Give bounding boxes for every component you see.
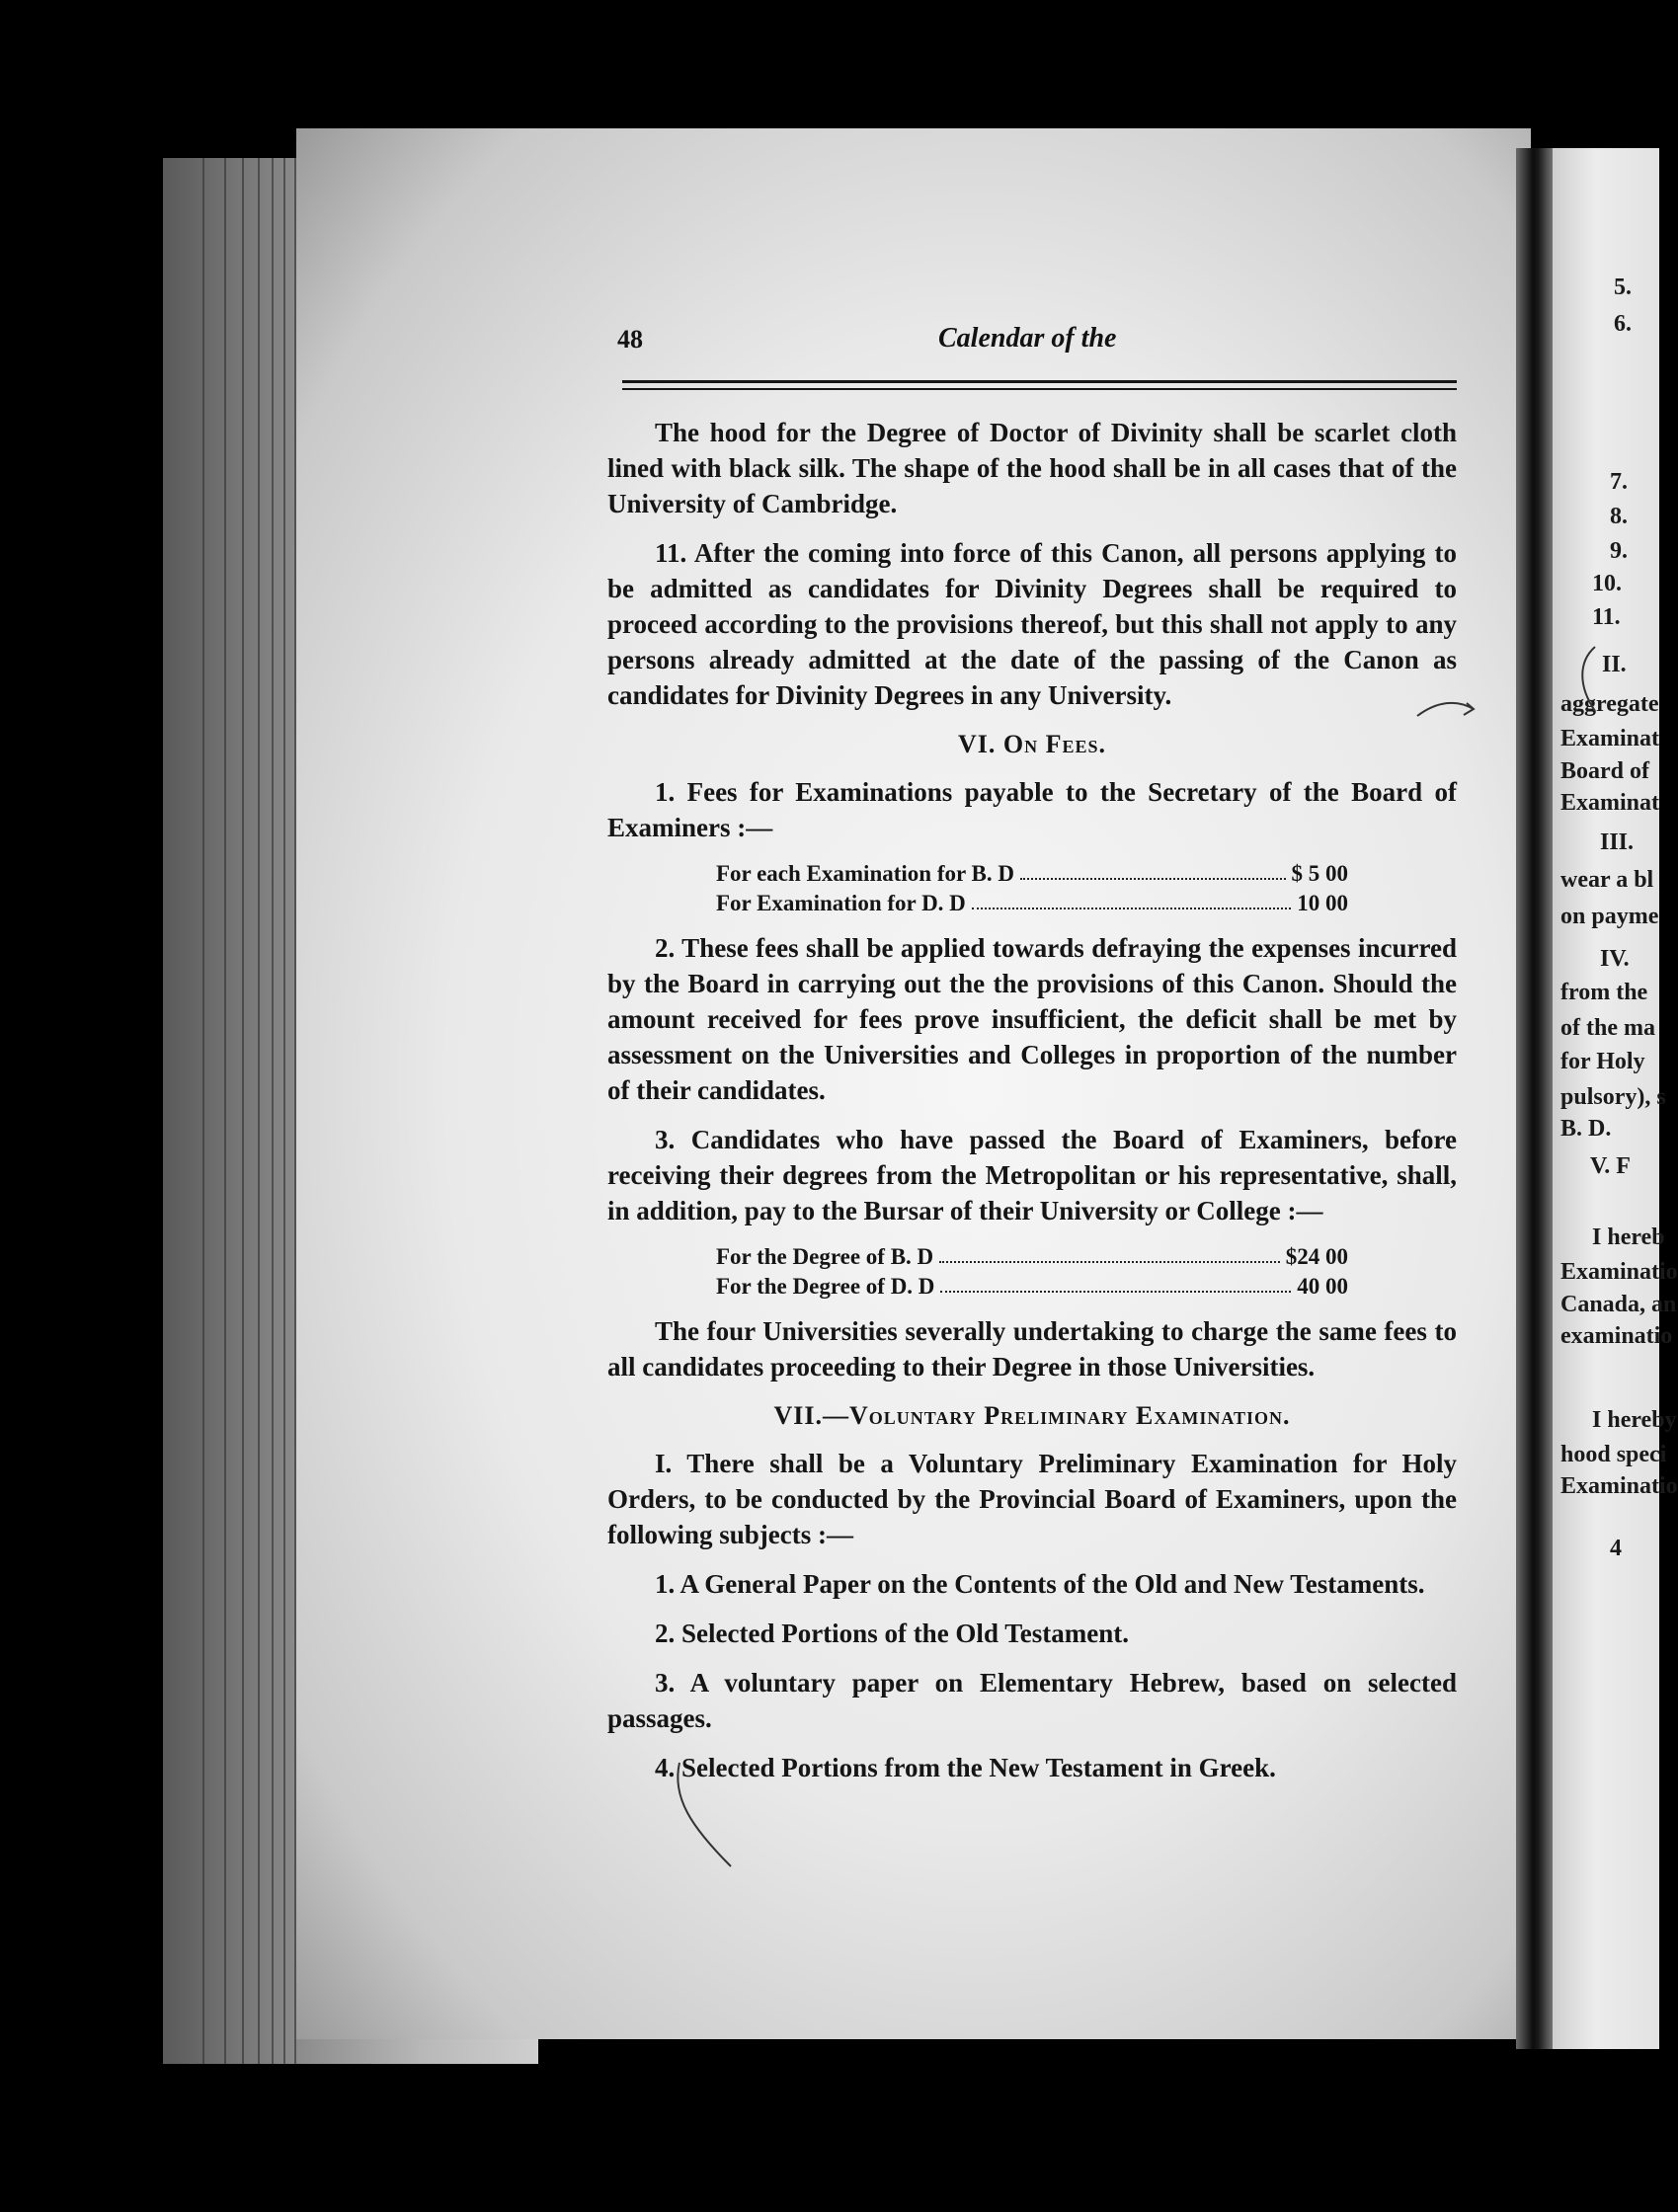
right-page-line: Examinat — [1560, 790, 1660, 816]
fee-label: For Examination for D. D — [716, 891, 966, 915]
right-page-line: 6. — [1614, 311, 1632, 337]
page-header — [617, 321, 1457, 370]
right-page-line: 7. — [1610, 469, 1628, 495]
right-page-line: hood speci — [1560, 1442, 1667, 1467]
right-page-line: for Holy — [1560, 1049, 1645, 1074]
fees-paragraph-1: 1. Fees for Examinations payable to the Secretary of the Board of Examiners :— — [607, 777, 1457, 842]
paragraph-11: 11. After the coming into force of this Canon, all persons applying to be admitted as candidates for Divinity Degrees shall be required to proceed according to the provisions thereof, but this shall not apply to any persons already admitted at the date of the passing of the Canon as candidates for Divinity Degrees in any University. — [607, 538, 1457, 710]
book-gutter — [1516, 148, 1554, 2049]
fee-row — [716, 889, 1348, 918]
subject-list-item: 4. Selected Portions from the New Testament in Greek. — [655, 1753, 1276, 1782]
header-rule-top — [622, 380, 1457, 383]
subject-list-item: 3. A voluntary paper on Elementary Hebrew, based on selected passages. — [607, 1668, 1457, 1733]
fees-paragraph-4: The four Universities severally undertaking to charge the same fees to all candidates proceeding to their Degree in those Universities. — [607, 1316, 1457, 1382]
right-page-line: V. F — [1590, 1153, 1631, 1179]
fee-amount: $ 5 00 — [1291, 861, 1348, 886]
right-page-line: B. D. — [1560, 1116, 1612, 1142]
running-title: Calendar of the — [938, 323, 1117, 354]
right-page-line: 5. — [1614, 275, 1632, 300]
right-page-line: examinatio — [1560, 1323, 1673, 1349]
fees-paragraph-2: 2. These fees shall be applied towards defraying the expenses incurred by the Board in carrying out the the provisions of this Canon. Should the amount received for fees prove insufficient, the deficit shall be met by assessment on the Universities and Colleges in proportion of the number of their candidates. — [607, 933, 1457, 1105]
right-page-line: Examinatio — [1560, 1473, 1678, 1499]
right-page-line: Examinat — [1560, 726, 1660, 751]
paragraph-hood: The hood for the Degree of Doctor of Divinity shall be scarlet cloth lined with black silk. The shape of the hood shall be in all cases that of the University of Cambridge. — [607, 418, 1457, 518]
fee-label: For the Degree of B. D — [716, 1244, 934, 1269]
degree-fee-table — [716, 1242, 1348, 1302]
exam-fee-table — [716, 859, 1348, 918]
right-page-line: of the ma — [1560, 1015, 1655, 1041]
right-page-line: Examinatio — [1560, 1259, 1678, 1285]
pencil-bracket — [1570, 642, 1610, 721]
pencil-mark — [1412, 691, 1481, 741]
section-heading-preliminary: VII.—Voluntary Preliminary Examination. — [773, 1401, 1291, 1430]
right-page-line: 10. — [1592, 571, 1622, 596]
right-page-line: on payme — [1560, 904, 1659, 929]
page-body — [607, 415, 1457, 1799]
right-page-line: IV. — [1600, 946, 1630, 972]
fee-row — [716, 1242, 1348, 1272]
fee-amount: $24 00 — [1285, 1244, 1348, 1269]
right-page-line: III. — [1600, 830, 1635, 855]
header-rule-bottom — [622, 388, 1457, 390]
fees-paragraph-3: 3. Candidates who have passed the Board of Examiners, before receiving their degrees from the Metropolitan or his representative, shall, in addition, pay to the Bursar of their University or College :— — [607, 1125, 1457, 1225]
right-page-line: aggregate — [1560, 691, 1659, 717]
page-number: 48 — [617, 325, 643, 354]
fee-row — [716, 1272, 1348, 1302]
fee-amount: 10 00 — [1297, 891, 1348, 915]
right-page-line: II. — [1602, 652, 1627, 677]
preliminary-paragraph-1: I. There shall be a Voluntary Preliminary Examination for Holy Orders, to be conducted by the Provincial Board of Examiners, upon the following subjects :— — [607, 1449, 1457, 1549]
right-page-line: Board of — [1560, 758, 1649, 784]
right-page-line: 11. — [1592, 604, 1621, 630]
right-page-line: Canada, an — [1560, 1292, 1677, 1317]
fee-label: For each Examination for B. D — [716, 861, 1014, 886]
subject-list-item: 1. A General Paper on the Contents of the Old and New Testaments. — [655, 1569, 1425, 1599]
fee-row — [716, 859, 1348, 889]
right-page-line: pulsory), s — [1560, 1084, 1666, 1110]
right-page-line: 8. — [1610, 504, 1628, 529]
subject-list-item: 2. Selected Portions of the Old Testament. — [655, 1619, 1129, 1648]
right-page-line: wear a bl — [1560, 867, 1654, 893]
pencil-mark — [672, 1758, 751, 1876]
right-page-fragment — [1553, 148, 1678, 2049]
right-page-line: 4 — [1610, 1536, 1622, 1561]
right-page-line: from the — [1560, 980, 1648, 1005]
fee-label: For the Degree of D. D — [716, 1274, 935, 1299]
fee-amount: 40 00 — [1297, 1274, 1348, 1299]
section-heading-fees: VI. On Fees. — [957, 730, 1107, 758]
right-page-line: I hereb — [1592, 1224, 1665, 1250]
right-page-line: 9. — [1610, 538, 1628, 564]
right-page-line: I hereby — [1592, 1407, 1677, 1433]
